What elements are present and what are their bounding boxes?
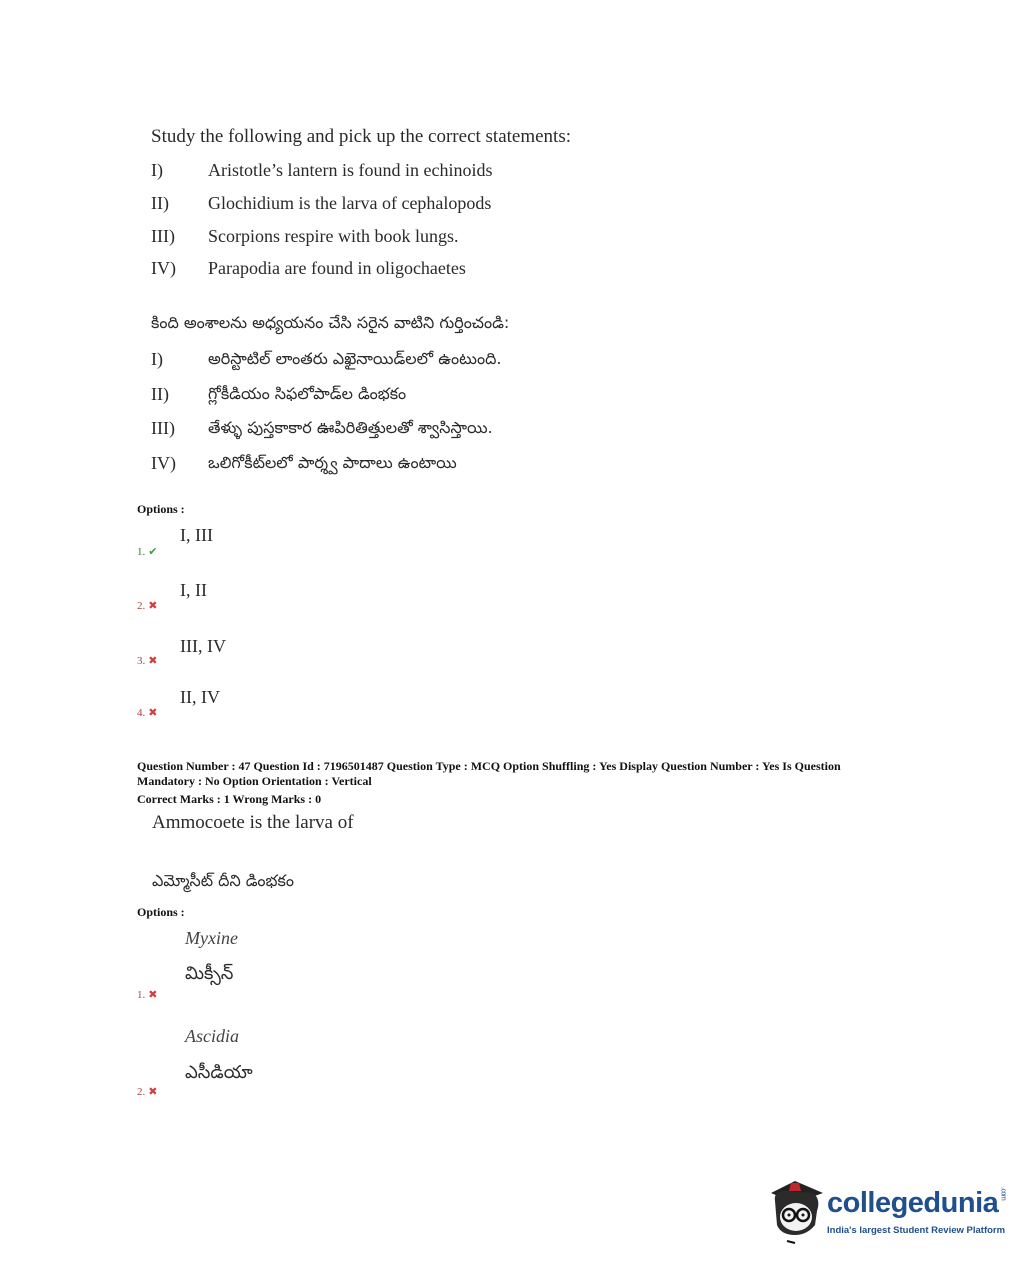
cross-icon: ✖ [148,707,158,719]
cross-icon: ✖ [148,1086,158,1098]
q46-te-stmt-1-num: I) [151,349,163,369]
q46-stmt-2-text: Glochidium is the larva of cephalopods [208,193,492,213]
q46-intro-te: కింది అంశాలను అధ్యయనం చేసి సరైన వాటిని గుర్తించండి: [151,313,510,332]
option-number: 2. [137,1086,146,1098]
q46-te-stmt-3-text: తేళ్ళు పుస్తకాకార ఊపిరితిత్తులతో శ్వాసిస్తాయి. [208,418,493,437]
logo-suffix: .com [999,1187,1007,1201]
q46-option-1-text[interactable]: I, III [180,525,213,545]
q47-option-1-text-te[interactable]: మిక్సీన్ [185,963,234,984]
q46-stmt-2-num: II) [151,193,169,213]
q46-te-stmt-4-text: ఒలిగోకీట్‌లలో పార్శ్వ పాదాలు ఉంటాయి [208,453,457,472]
logo-name: collegedunia [827,1187,999,1219]
q46-option-4-marker [137,703,157,721]
collegedunia-logo [765,1177,1005,1247]
q46-option-3-text[interactable]: III, IV [180,636,226,656]
mascot-icon [765,1177,827,1245]
cross-icon: ✖ [148,655,158,667]
q47-marks: Correct Marks : 1 Wrong Marks : 0 [137,792,322,806]
q46-te-stmt-1-text: అరిస్టాటిల్ లాంతరు ఎఖైనాయిడ్‌లలో ఉంటుంది. [208,349,502,368]
cross-icon: ✖ [148,600,158,612]
q46-stmt-1-num: I) [151,160,163,180]
q46-te-stmt-2-text: గ్లోకీడియం సిఫలోపాడ్‌ల డింభకం [208,384,407,403]
q46-stmt-1-text: Aristotle’s lantern is found in echinoids [208,160,493,180]
q47-option-2-text-te[interactable]: ఎసీడియా [185,1062,253,1083]
q47-option-2-text-en[interactable]: Ascidia [185,1026,239,1046]
option-number: 1. [137,989,146,1001]
q46-stmt-3-text: Scorpions respire with book lungs. [208,226,459,246]
q46-option-2-text[interactable]: I, II [180,580,207,600]
q47-option-1-text-en[interactable]: Myxine [185,928,238,948]
q46-option-3-marker [137,651,157,669]
q47-option-2-marker [137,1082,157,1100]
q46-stmt-4-text: Parapodia are found in oligochaetes [208,258,466,278]
q46-te-stmt-4-num: IV) [151,453,176,473]
q46-te-stmt-2-num: II) [151,384,169,404]
option-number: 1. [137,546,146,558]
q47-meta-line2: Mandatory : No Option Orientation : Vertical [137,774,372,788]
q46-option-2-marker [137,596,157,614]
q46-te-stmt-3-num: III) [151,418,175,438]
option-number: 3. [137,655,146,667]
q46-option-1-marker [137,542,157,560]
logo-tagline: India's largest Student Review Platform [827,1225,1006,1236]
option-number: 4. [137,707,146,719]
q46-intro-en: Study the following and pick up the correct statements: [151,126,572,147]
q46-stmt-4-num: IV) [151,258,176,278]
q46-option-4-text[interactable]: II, IV [180,687,220,707]
q47-question-te: ఎమ్మోసీట్ దీని డింభకం [152,871,294,890]
q46-options-label: Options : [137,502,185,516]
q47-meta-line1: Question Number : 47 Question Id : 7196501487 Question Type : MCQ Option Shuffling : Yes Display Question Number : Yes Is Question [137,759,841,773]
q47-option-1-marker [137,985,157,1003]
q46-stmt-3-num: III) [151,226,175,246]
q47-question-en: Ammocoete is the larva of [152,812,354,833]
option-number: 2. [137,600,146,612]
cross-icon: ✖ [148,989,158,1001]
q47-meta [137,759,907,807]
q47-options-label: Options : [137,905,185,919]
check-icon: ✔ [148,546,158,558]
